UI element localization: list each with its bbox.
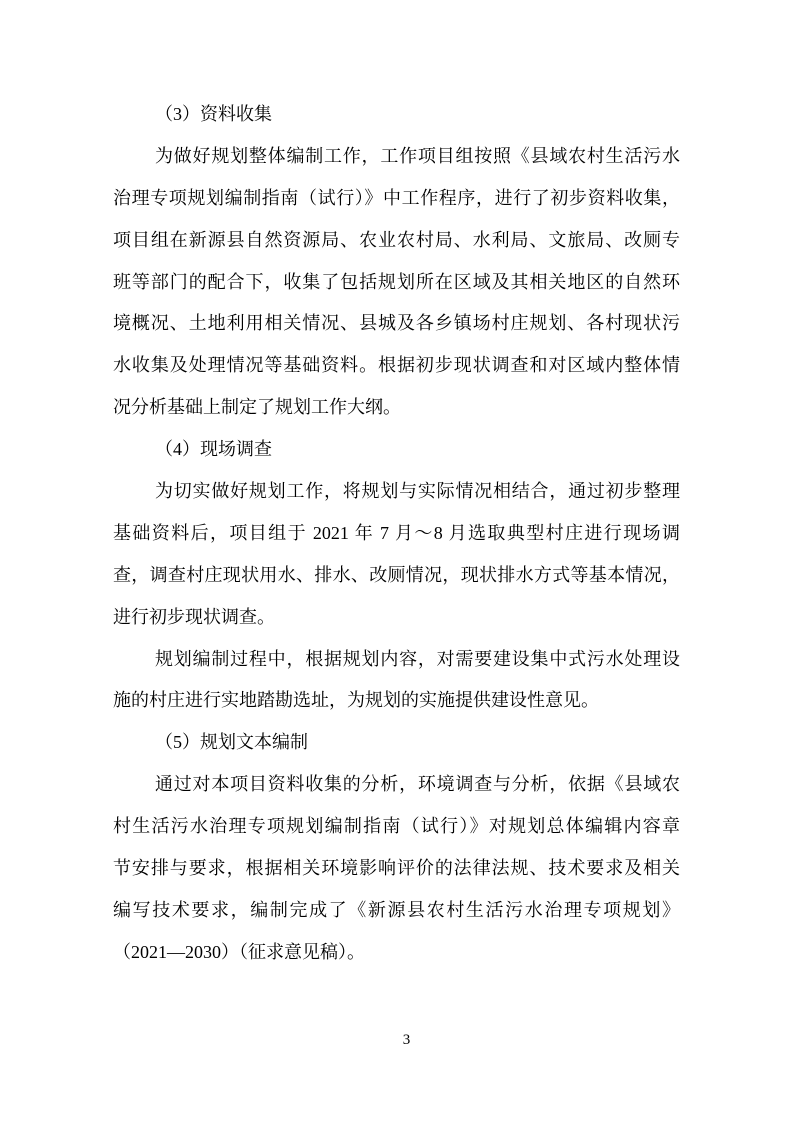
text-line: 进行初步现状调查。: [113, 606, 275, 627]
text-line: 编写技术要求，编制完成了《新源县农村生活污水治理专项规划》: [113, 899, 680, 920]
page-number: 3: [402, 1032, 411, 1048]
text-line: 村生活污水治理专项规划编制指南（试行）》对规划总体编辑内容章: [113, 816, 680, 837]
text-line: 项目组在新源县自然资源局、农业农村局、水利局、文旅局、改厕专: [113, 229, 680, 250]
text-line: 施的村庄进行实地踏勘选址，为规划的实施提供建设性意见。: [113, 690, 599, 711]
text-line: 治理专项规划编制指南（试行）》中工作程序，进行了初步资料收集，: [113, 187, 680, 208]
text-line: 基础资料后，项目组于 2021 年 7 月～8 月选取典型村庄进行现场调: [113, 522, 680, 543]
document-body: [113, 94, 680, 974]
section-heading: （4）现场调查: [155, 439, 272, 460]
text-line: 境概况、土地利用相关情况、县城及各乡镇场村庄规划、各村现状污: [113, 313, 680, 334]
text-line: 水收集及处理情况等基础资料。根据初步现状调查和对区域内整体情: [113, 355, 680, 376]
text-line: 况分析基础上制定了规划工作大纲。: [113, 397, 401, 418]
text-line: 规划编制过程中，根据规划内容，对需要建设集中式污水处理设: [155, 648, 680, 669]
text-line: 通过对本项目资料收集的分析，环境调查与分析，依据《县域农: [155, 774, 680, 795]
section-heading: （3）资料收集: [155, 104, 272, 124]
text-line: （2021—2030）（征求意见稿）。: [113, 941, 365, 962]
text-line: 为切实做好规划工作，将规划与实际情况相结合，通过初步整理: [155, 481, 680, 502]
text-line: 节安排与要求，根据相关环境影响评价的法律法规、技术要求及相关: [113, 858, 680, 879]
text-line: 班等部门的配合下，收集了包括规划所在区域及其相关地区的自然环: [113, 271, 680, 292]
text-line: 查，调查村庄现状用水、排水、改厕情况，现状排水方式等基本情况，: [113, 564, 680, 585]
text-line: 为做好规划整体编制工作，工作项目组按照《县域农村生活污水: [155, 145, 680, 166]
section-heading: （5）规划文本编制: [155, 732, 308, 753]
